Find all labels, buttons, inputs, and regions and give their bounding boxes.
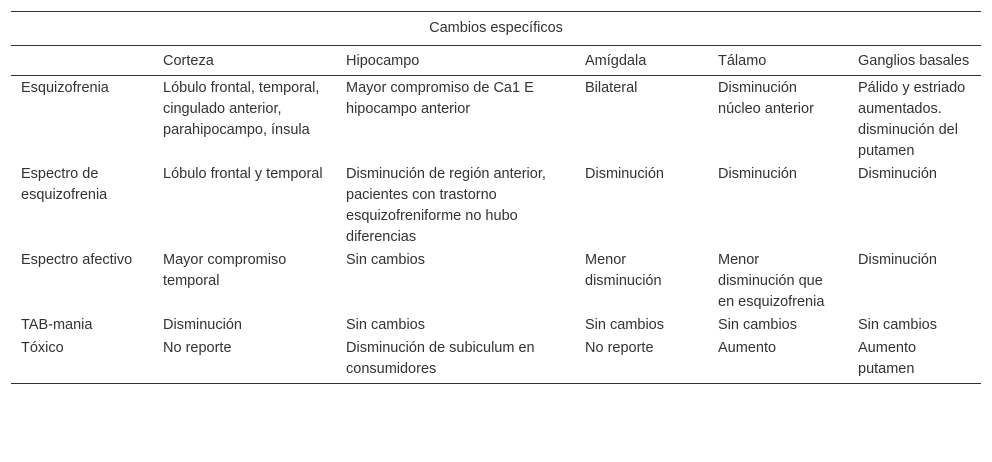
table-cell: Bilateral bbox=[585, 80, 638, 96]
row-label: TAB-mania bbox=[21, 317, 93, 333]
column-header: Tálamo bbox=[708, 46, 848, 76]
table-cell: Sin cambios bbox=[346, 252, 425, 268]
table-cell: Lóbulo frontal y temporal bbox=[163, 166, 323, 182]
column-header bbox=[11, 46, 153, 76]
table-cell: Menor disminución bbox=[585, 252, 662, 289]
table-cell: Disminución bbox=[858, 252, 937, 268]
table-row bbox=[11, 248, 981, 313]
table-cell: Disminución de región anterior, pacientes con trastorno esquizofreniforme no hubo diferencias bbox=[346, 166, 546, 245]
table-cell: Aumento bbox=[708, 336, 848, 384]
table-cell: No reporte bbox=[153, 336, 336, 384]
table-cell: Sin cambios bbox=[346, 317, 425, 333]
row-label: Tóxico bbox=[11, 336, 153, 384]
column-header: Amígdala bbox=[575, 46, 708, 76]
table-cell: Pálido y estriado aumentados. disminución del putamen bbox=[858, 80, 966, 159]
table-cell: Mayor compromiso temporal bbox=[163, 252, 287, 289]
table-container bbox=[11, 11, 981, 384]
data-table bbox=[11, 11, 981, 384]
table-cell: Sin cambios bbox=[585, 317, 664, 333]
table-row bbox=[11, 76, 981, 163]
table-cell: Disminución bbox=[718, 166, 797, 182]
table-cell: Disminución de subiculum en consumidores bbox=[336, 336, 575, 384]
table-cell: Aumento putamen bbox=[848, 336, 981, 384]
row-label: Espectro afectivo bbox=[21, 252, 133, 268]
table-row bbox=[11, 162, 981, 248]
row-label: Espectro de esquizofrenia bbox=[21, 166, 108, 203]
column-header: Hipocampo bbox=[336, 46, 575, 76]
table-cell: Menor disminución que en esquizofrenia bbox=[718, 252, 825, 310]
table-row bbox=[11, 336, 981, 384]
table-cell: Disminución bbox=[163, 317, 242, 333]
table-cell: Disminución bbox=[585, 166, 664, 182]
table-cell: Sin cambios bbox=[718, 317, 797, 333]
table-cell: Disminución núcleo anterior bbox=[718, 80, 814, 117]
table-cell: Disminución bbox=[858, 166, 937, 182]
group-header: Cambios específicos bbox=[11, 12, 981, 46]
group-header-row bbox=[11, 12, 981, 46]
table-row bbox=[11, 313, 981, 336]
column-header-row bbox=[11, 46, 981, 76]
table-cell: Lóbulo frontal, temporal, cingulado anterior, parahipocampo, ínsula bbox=[163, 80, 320, 138]
table-cell: No reporte bbox=[575, 336, 708, 384]
row-label: Esquizofrenia bbox=[21, 80, 109, 96]
table-cell: Sin cambios bbox=[858, 317, 937, 333]
column-header: Corteza bbox=[153, 46, 336, 76]
table-cell: Mayor compromiso de Ca1 E hipocampo anterior bbox=[346, 80, 534, 117]
column-header: Ganglios basales bbox=[848, 46, 981, 76]
